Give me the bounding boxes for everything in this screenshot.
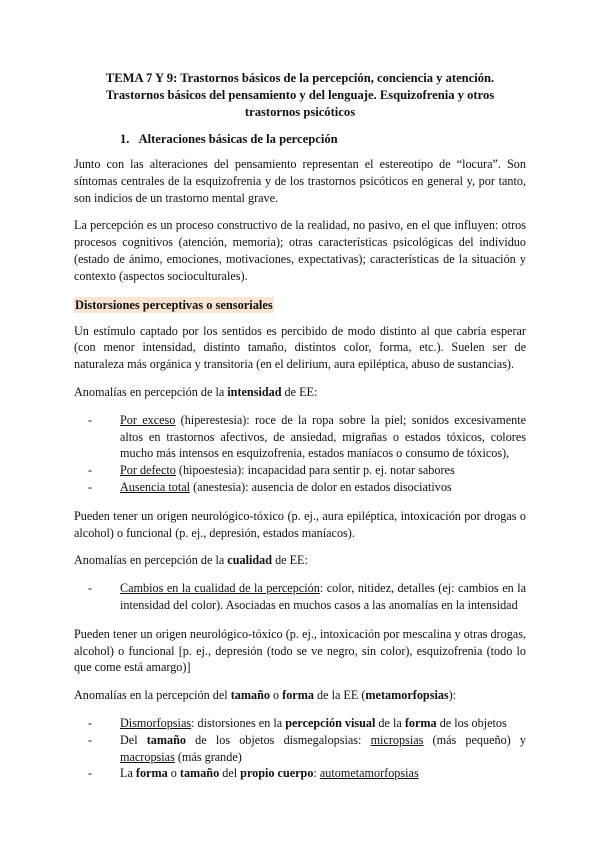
list-item: - Cambios en la cualidad de la percepción: color, nitidez, detalles (ej: cambios en la intensidad del color). Asociadas en muchos casos a las anomalías en la intensidad [88, 581, 527, 612]
section-heading-text: Alteraciones básicas de la percepción [138, 132, 338, 146]
list-item-bold: forma [135, 766, 168, 781]
list-item-text: del [219, 766, 241, 781]
intensity-lead [74, 384, 526, 401]
title-line-2: Trastornos básicos del pensamiento y del lenguaje. Esquizofrenia y otros [105, 88, 495, 102]
list-item-term: micropsias [370, 732, 424, 747]
list-item-term: Dismorfopsias [120, 715, 192, 730]
intensity-lead-post: de EE: [281, 384, 318, 399]
list-item: - Del tamaño de los objetos dismegalopsias: micropsias (más pequeño) y macropsias (más grande) [88, 732, 526, 764]
quality-origin-paragraph: Pueden tener un origen neurológico-tóxico (p. ej., intoxicación por mescalina y otras drogas, alcohol) o funcional [p. ej., depresión (todo se ve negro, sin color), esquizofrenia (todo lo que come está amargo)] [74, 626, 526, 675]
list-item-bold: tamaño [179, 766, 220, 781]
size-lead-bold-3: metamorfopsias [365, 688, 449, 703]
intensity-lead-pre: Anomalías en percepción de la [74, 384, 228, 399]
document-title [74, 70, 526, 121]
list-item-term: Por defecto [120, 463, 176, 478]
list-item-term: Por exceso [120, 412, 176, 427]
list-item-term: autometamorfopsias [319, 766, 419, 781]
size-lead-pre: Anomalías en la percepción del [74, 688, 231, 703]
list-item-bold: tamaño [146, 732, 187, 747]
list-item-text: de los objetos dismegalopsias: [186, 732, 371, 747]
quality-lead-bold: cualidad [227, 553, 273, 568]
intensity-origin-paragraph: Pueden tener un origen neurológico-tóxico (p. ej., aura epiléptica, intoxicación por drogas o alcohol) o funcional (p. ej., depresión, estados maníacos). [74, 508, 526, 540]
list-item: - Por defecto (hipoestesia): incapacidad para sentir p. ej. notar sabores [88, 463, 455, 478]
quality-lead [74, 552, 526, 569]
list-item-text: Del [120, 732, 147, 747]
title-line-1: TEMA 7 Y 9: Trastornos básicos de la percepción, conciencia y atención. [105, 71, 495, 85]
title-line-3: trastornos psicóticos [244, 105, 356, 119]
list-item-text: (hiperestesia): roce de la ropa sobre la piel; sonidos excesivamente altos en trastornos afectivos, de ansiedad, migrañas o estados tóxicos, colores mucho más intensos en esquizofrenia, estados maníacos o consumo de tóxicos), [120, 412, 526, 461]
section-heading [74, 131, 526, 147]
highlighted-subheading: Distorsiones perceptivas o sensoriales [75, 297, 273, 312]
list-item: - La forma o tamaño del propio cuerpo: autometamorfopsias [88, 766, 419, 781]
intensity-lead-bold: intensidad [227, 384, 282, 399]
size-lead-bold-2: forma [282, 688, 314, 703]
list-item-text: : distorsiones en la [191, 715, 286, 730]
list-item: - Ausencia total (anestesia): ausencia de dolor en estados disociativos [88, 479, 452, 494]
size-list [74, 715, 526, 782]
list-item: - Por exceso (hiperestesia): roce de la ropa sobre la piel; sonidos excesivamente altos en trastornos afectivos, de ansiedad, migrañas o estados tóxicos, colores mucho más intensos en esquizofrenia, estados maníacos o consumo de tóxicos), [88, 412, 526, 461]
list-item-bold: forma [404, 715, 437, 730]
size-lead-post: ): [448, 688, 457, 703]
size-lead [74, 687, 526, 704]
list-item-text: : [313, 766, 320, 781]
list-item-term: macropsias [120, 749, 175, 764]
quality-lead-post: de EE: [272, 553, 308, 568]
size-lead-mid-2: de la EE ( [313, 688, 366, 703]
list-item-term: Cambios en la cualidad de la percepción [120, 581, 320, 596]
list-item-term: Ausencia total [120, 479, 191, 494]
list-item-text: (hipoestesia): incapacidad para sentir p. ej. notar sabores [175, 463, 455, 478]
size-lead-mid: o [269, 688, 283, 703]
list-item-bold: propio cuerpo [240, 766, 314, 781]
list-item-text: de la [375, 715, 405, 730]
list-item-text: (anestesia): ausencia de dolor en estados disociativos [190, 479, 452, 494]
quality-lead-pre: Anomalías en percepción de la [74, 553, 228, 568]
size-lead-bold-1: tamaño [230, 688, 270, 703]
distortions-paragraph: Un estímulo captado por los sentidos es percibido de modo distinto al que cabría esperar (con menor intensidad, distinto tamaño, distintos color, forma, etc.). Suelen ser de naturaleza más orgánica y transitoria (en el delirium, aura epiléptica, abuso de sustancias). [74, 323, 526, 372]
section-number: 1. [120, 132, 130, 146]
list-item-text: de los objetos [436, 715, 507, 730]
list-item: - Dismorfopsias: distorsiones en la percepción visual de la forma de los objetos [88, 715, 507, 730]
intro-paragraph-1: Junto con las alteraciones del pensamiento representan el estereotipo de “locura”. Son síntomas centrales de la esquizofrenia y de los trastornos psicóticos en general y, por tanto, son indicios de un trastorno mental grave. [74, 157, 526, 205]
list-item-bold: percepción visual [285, 715, 376, 730]
list-item-text: o [167, 766, 180, 781]
quality-list [74, 580, 526, 614]
intro-paragraph-2: La percepción es un proceso constructivo de la realidad, no pasivo, en el que influyen: otros procesos cognitivos (atención, memoria); otras características psicológicas del individuo (estado de ánimo, emociones, motivaciones, expectativas); características de la situación y contexto (aspectos socioculturales). [74, 218, 526, 283]
list-item-text: : color, nitidez, detalles (ej: cambios en la intensidad del color). Asociadas en muchos casos a las anomalías en la intensidad [120, 581, 527, 612]
list-item-text: (más pequeño) y [423, 732, 526, 747]
intensity-list [74, 412, 526, 496]
list-item-text: (más grande) [174, 749, 242, 764]
list-item-text: La [120, 766, 136, 781]
